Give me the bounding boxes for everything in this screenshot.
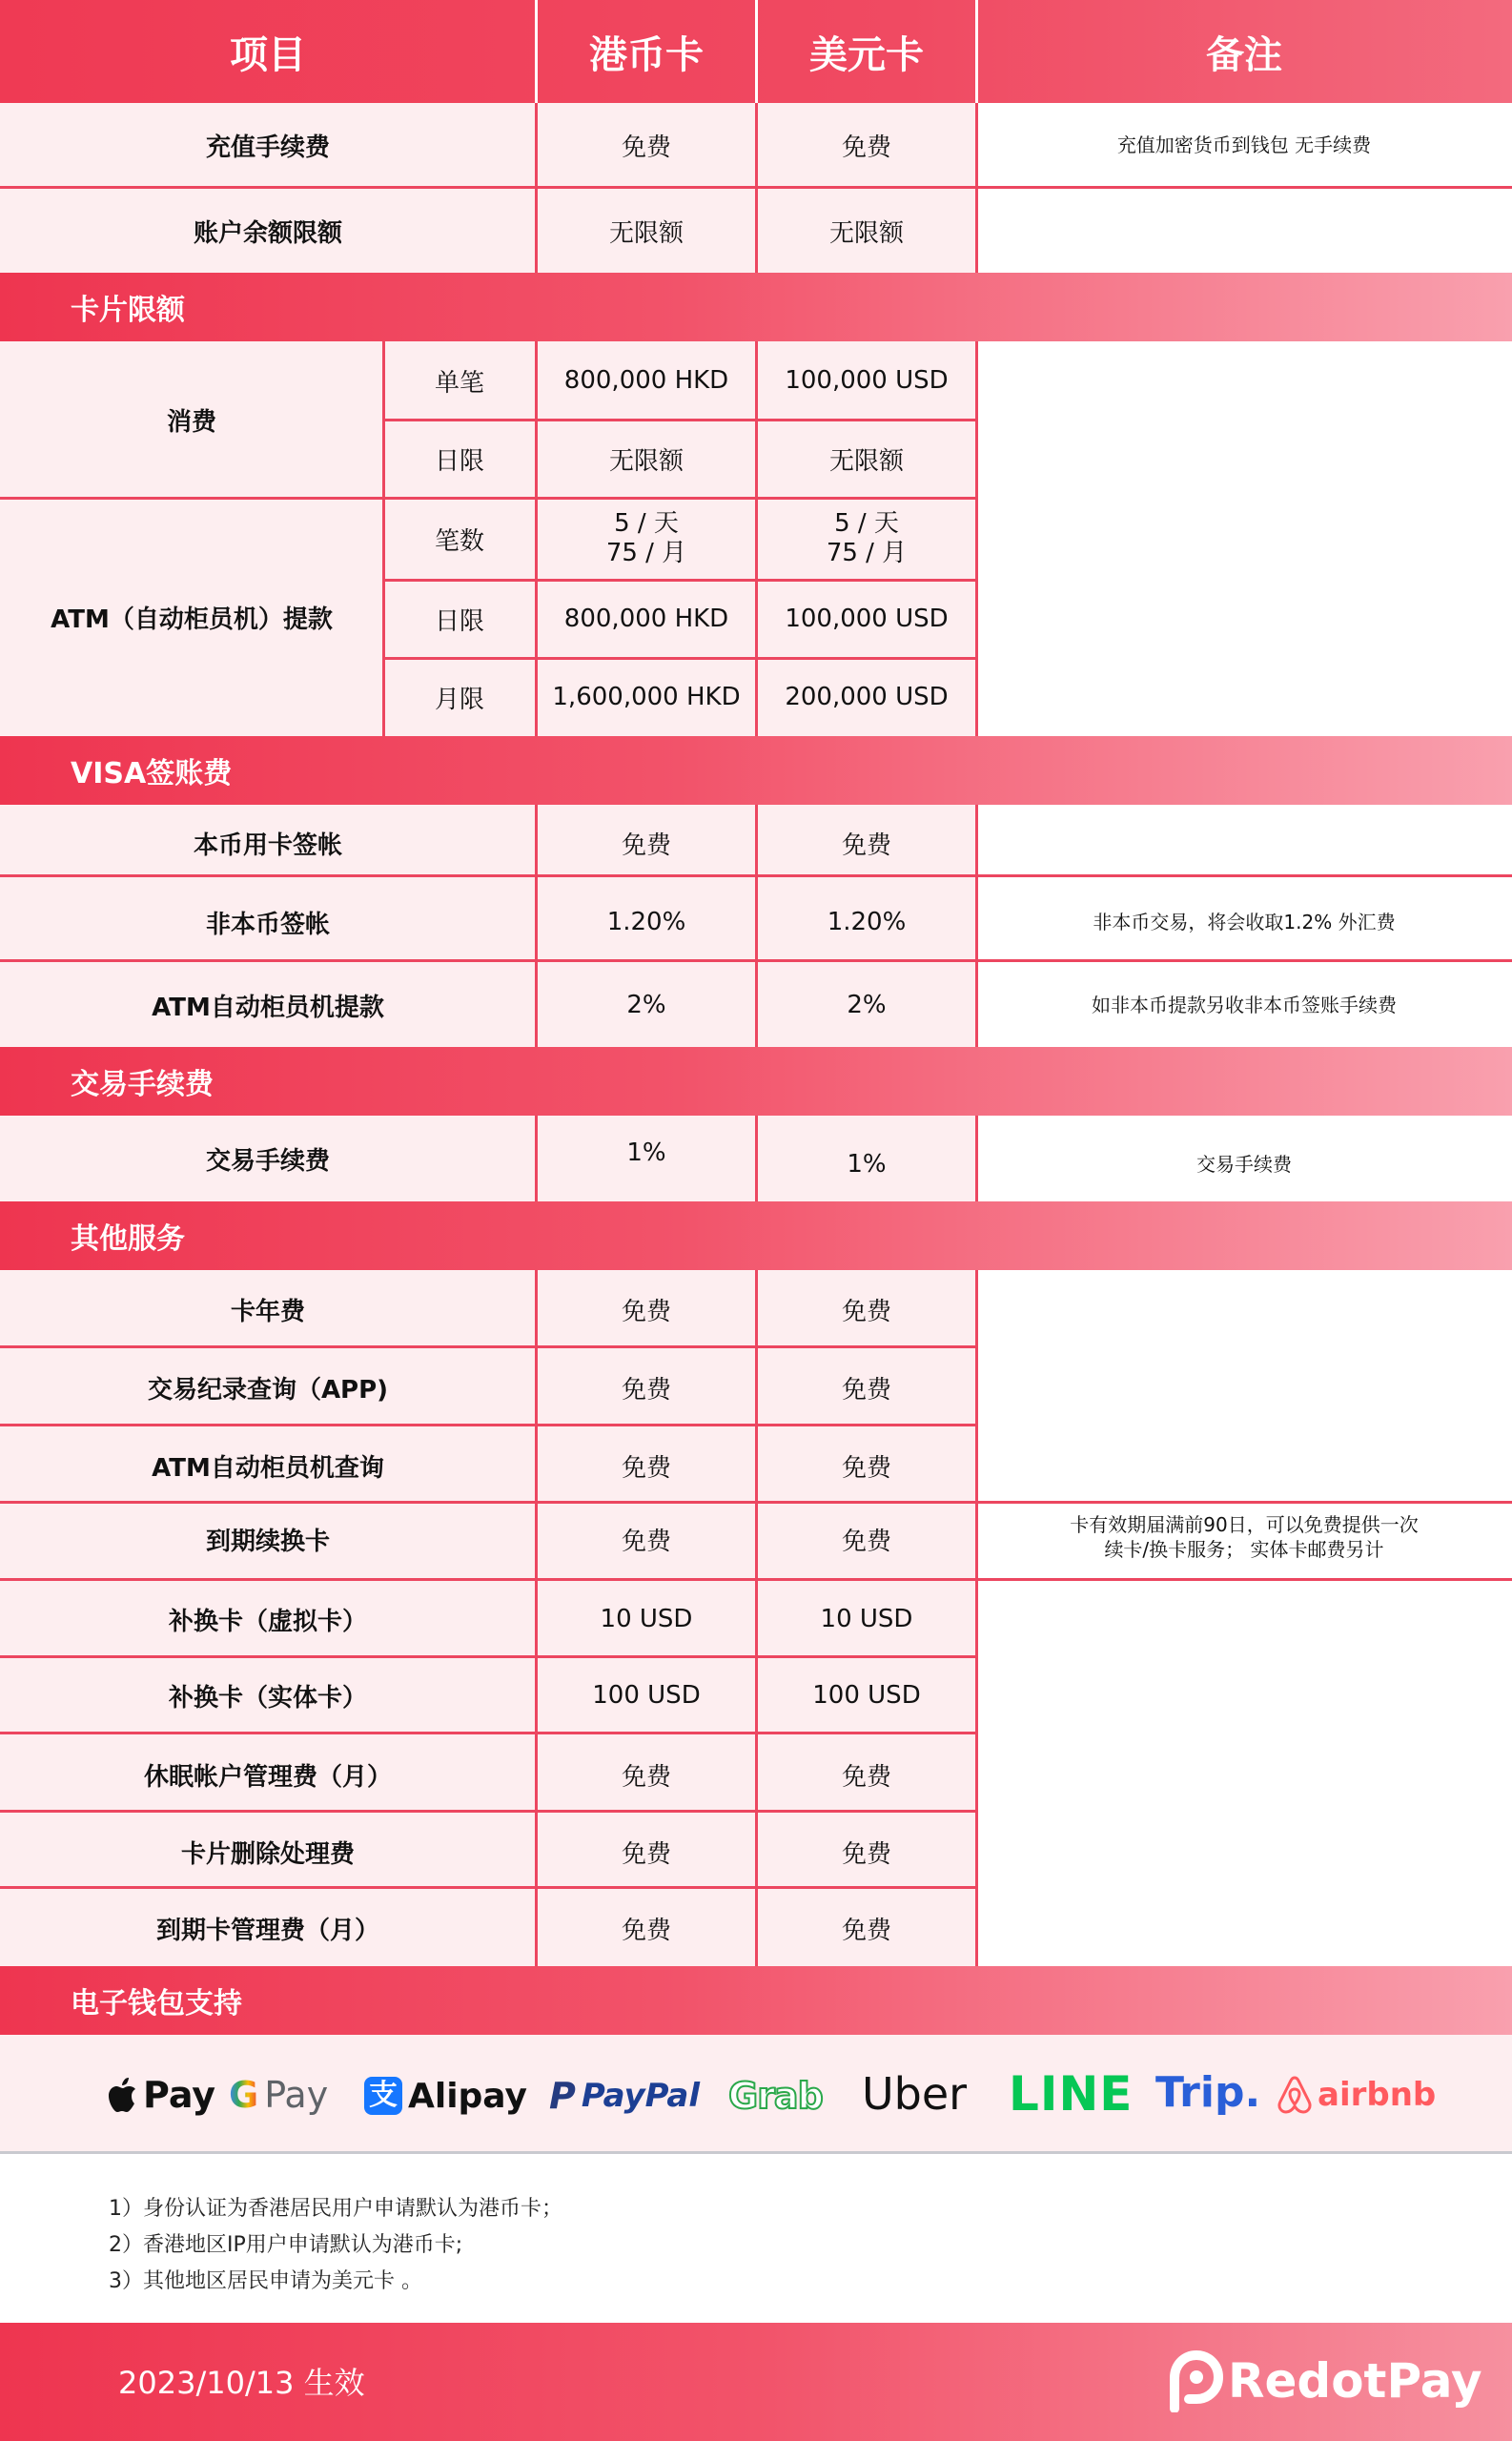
hkd-value: 免费 <box>621 1527 671 1556</box>
airbnb-text: airbnb <box>1318 2076 1437 2114</box>
row-label: 账户余额限额 <box>193 218 342 248</box>
hkd-count-day: 5 / 天 <box>614 509 679 538</box>
header-remark: 备注 <box>1206 32 1282 77</box>
usd-value: 免费 <box>841 1527 891 1556</box>
usd-value: 免费 <box>841 1762 891 1792</box>
row-label: 非本币签帐 <box>205 910 330 939</box>
redotpay-icon <box>1165 2349 1224 2412</box>
trip-text: Trip. <box>1155 2067 1261 2117</box>
usd-value: 2% <box>847 991 887 1019</box>
note-item: 1）身份认证为香港居民用户申请默认为港币卡； <box>109 2197 562 2221</box>
line-text: LINE <box>1009 2066 1134 2122</box>
renew-remark-line-1: 卡有效期届满前90日，可以免费提供一次 <box>1070 1513 1419 1536</box>
renew-remark-line-2: 续卡/换卡服务； 实体卡邮费另计 <box>1104 1538 1384 1561</box>
usd-value: 200,000 USD <box>785 683 949 711</box>
usd-value: 免费 <box>841 1916 891 1945</box>
row-label: 补换卡（虚拟卡） <box>168 1607 367 1636</box>
hkd-value <box>536 498 757 580</box>
row-label: ATM自动柜员机查询 <box>152 1453 384 1483</box>
row-label: 卡年费 <box>230 1297 305 1326</box>
sub-label: 月限 <box>434 685 484 714</box>
sub-label: 笔数 <box>434 526 484 556</box>
paypal-p-icon: P <box>549 2075 576 2117</box>
footer-banner <box>0 2323 1512 2441</box>
line-logo <box>1009 2065 1133 2123</box>
redotpay-logo <box>1165 2348 1482 2414</box>
uber-text: Uber <box>862 2068 968 2120</box>
usd-count-month: 75 / 月 <box>826 539 908 567</box>
airbnb-logo <box>1276 2067 1436 2123</box>
row-label: 本币用卡签帐 <box>193 831 342 860</box>
section-transaction-fees <box>0 1047 1512 1116</box>
row-label: ATM自动柜员机提款 <box>152 993 384 1022</box>
section-title: VISA签账费 <box>71 757 233 790</box>
usd-value: 免费 <box>841 1453 891 1483</box>
remark-text: 非本币交易，将会收取1.2% 外汇费 <box>1093 911 1396 933</box>
remark-text: 充值加密货币到钱包 无手续费 <box>1116 133 1372 156</box>
sub-label: 日限 <box>434 446 484 476</box>
grab-text: Grab <box>728 2075 823 2117</box>
usd-value: 无限额 <box>828 446 904 476</box>
hkd-value: 800,000 HKD <box>563 366 729 395</box>
trip-logo <box>1155 2063 1260 2121</box>
atm-withdrawal-label: ATM（自动柜员机）提款 <box>51 605 333 634</box>
hkd-value: 1% <box>626 1138 666 1167</box>
hkd-value: 1.20% <box>606 908 686 936</box>
row-label: 休眠帐户管理费（月） <box>143 1762 392 1792</box>
row-label: 补换卡（实体卡） <box>168 1683 367 1713</box>
usd-value: 100,000 USD <box>785 366 949 395</box>
hkd-value: 免费 <box>621 133 671 162</box>
paypal-text: PayPal <box>581 2077 701 2115</box>
apple-pay-text: Pay <box>143 2074 216 2116</box>
usd-value: 10 USD <box>820 1605 913 1633</box>
alipay-logo <box>364 2069 527 2123</box>
hkd-value: 免费 <box>621 1375 671 1405</box>
hkd-value: 无限额 <box>608 446 684 476</box>
hkd-value: 800,000 HKD <box>563 605 729 633</box>
google-pay-text: Pay <box>264 2074 329 2116</box>
usd-value <box>757 498 976 580</box>
notes-list <box>109 2191 1443 2300</box>
usd-value: 免费 <box>841 133 891 162</box>
usd-value: 无限额 <box>828 218 904 248</box>
section-visa-fees <box>0 736 1512 805</box>
alipay-text: Alipay <box>408 2076 527 2116</box>
uber-logo <box>862 2065 967 2123</box>
usd-count-day: 5 / 天 <box>834 509 899 538</box>
hkd-value: 免费 <box>621 1453 671 1483</box>
row-label: 到期卡管理费（月） <box>155 1916 379 1945</box>
table-header <box>0 0 1512 103</box>
google-pay-logo <box>229 2067 328 2123</box>
usd-value: 1% <box>847 1150 887 1179</box>
header-item: 项目 <box>230 32 306 77</box>
remark-text: 如非本币提款另收非本币签账手续费 <box>1092 994 1397 1016</box>
paypal-logo <box>549 2069 700 2123</box>
row-label: 交易纪录查询（APP) <box>147 1375 389 1405</box>
usd-value: 100 USD <box>812 1681 921 1710</box>
header-usd-card: 美元卡 <box>809 32 924 77</box>
section-title: 其他服务 <box>71 1222 185 1256</box>
usd-value: 免费 <box>841 831 891 860</box>
row-label: 充值手续费 <box>205 133 330 162</box>
note-item: 2）香港地区IP用户申请默认为港币卡; <box>109 2233 463 2257</box>
usd-value: 免费 <box>841 1297 891 1326</box>
effective-date: 2023/10/13 生效 <box>118 2365 365 2401</box>
remark-text: 交易手续费 <box>1196 1153 1292 1176</box>
sub-label: 日限 <box>434 606 484 636</box>
hkd-count-month: 75 / 月 <box>605 539 687 567</box>
hkd-value: 无限额 <box>608 218 684 248</box>
section-e-wallets <box>0 1966 1512 2035</box>
hkd-value: 10 USD <box>600 1605 693 1633</box>
brand-name: RedotPay <box>1228 2353 1482 2409</box>
hkd-value: 免费 <box>621 831 671 860</box>
remark-text <box>976 1512 1512 1569</box>
hkd-value: 免费 <box>621 1762 671 1792</box>
hkd-value: 免费 <box>621 1916 671 1945</box>
google-g-icon: G <box>229 2074 259 2116</box>
usd-value: 100,000 USD <box>785 605 949 633</box>
usd-value: 免费 <box>841 1375 891 1405</box>
alipay-icon: 支 <box>364 2077 402 2115</box>
section-other-services <box>0 1201 1512 1270</box>
hkd-value: 2% <box>626 991 666 1019</box>
hkd-value: 免费 <box>621 1839 671 1869</box>
note-item: 3）其他地区居民申请为美元卡 。 <box>109 2269 422 2293</box>
row-label: 到期续换卡 <box>205 1527 330 1556</box>
airbnb-icon <box>1276 2075 1314 2115</box>
usd-value: 免费 <box>841 1839 891 1869</box>
apple-icon <box>109 2076 141 2114</box>
sub-label: 单笔 <box>434 368 484 398</box>
hkd-value: 100 USD <box>592 1681 701 1710</box>
section-title: 电子钱包支持 <box>71 1987 242 2020</box>
usd-value: 1.20% <box>827 908 907 936</box>
apple-pay-logo <box>109 2067 215 2123</box>
row-label: 卡片删除处理费 <box>180 1839 355 1869</box>
hkd-value: 1,600,000 HKD <box>552 683 741 711</box>
section-title: 交易手续费 <box>71 1068 214 1101</box>
section-title: 卡片限额 <box>71 294 185 327</box>
section-card-limits <box>0 273 1512 341</box>
row-label: 交易手续费 <box>205 1146 330 1176</box>
grab-logo <box>728 2069 823 2123</box>
header-hkd-card: 港币卡 <box>589 32 704 77</box>
spending-label: 消费 <box>166 407 216 437</box>
hkd-value: 免费 <box>621 1297 671 1326</box>
